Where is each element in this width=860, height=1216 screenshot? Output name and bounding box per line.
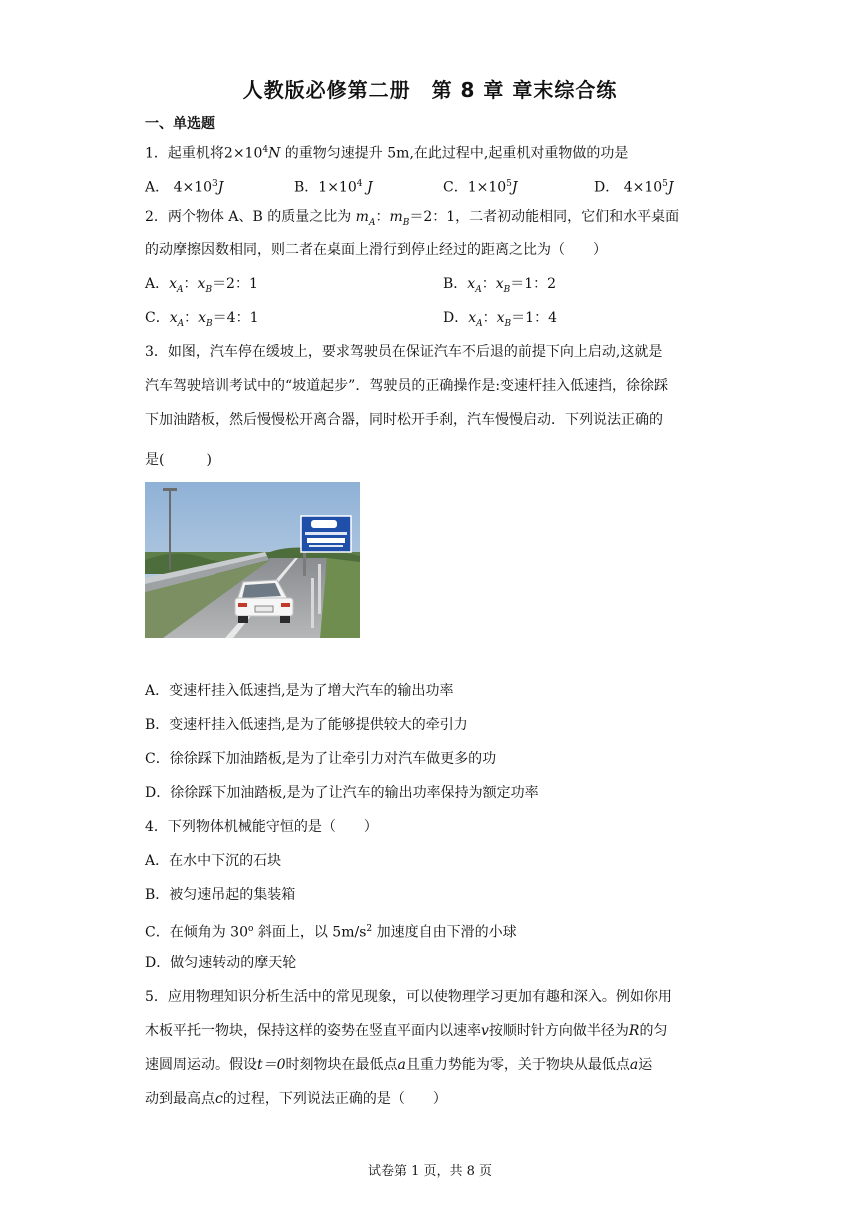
- question-2-stem-line1: [145, 207, 679, 233]
- q5-text: 时刻物块在最低点: [285, 1057, 398, 1073]
- q1-opt-exp: 3: [212, 179, 218, 189]
- q2-mass-symbol: m: [355, 209, 369, 225]
- q1-opt-base: 1×10: [467, 179, 507, 196]
- car-on-slope-illustration: [145, 482, 360, 638]
- q2-colon: ：: [481, 276, 496, 292]
- page-footer: 试卷第 1 页，共 8 页: [367, 1164, 493, 1179]
- q5-speed-symbol: v: [481, 1023, 489, 1039]
- q5-radius-symbol: R: [628, 1023, 640, 1039]
- q3-option-a[interactable]: A．变速杆挂入低速挡,是为了增大汽车的输出功率: [145, 683, 454, 699]
- q2-xb: B: [205, 284, 213, 295]
- question-1-stem: [145, 140, 628, 164]
- q1-mass-exp: 4: [262, 145, 269, 155]
- q5-text: 的过程，下列说法正确的是（ ）: [222, 1091, 447, 1107]
- q2-xa: A: [177, 284, 184, 295]
- q2-x: x: [169, 276, 178, 292]
- q2-colon: ：: [183, 276, 198, 292]
- q2-xb: B: [504, 318, 512, 329]
- q2-x: x: [198, 310, 207, 326]
- section-heading: 一、单选题: [145, 116, 215, 132]
- q1-opt-label: C．: [443, 179, 468, 196]
- q4-option-c[interactable]: [145, 919, 517, 943]
- q1-opt-exp: 5: [662, 179, 668, 189]
- q2-colon: ：: [482, 310, 497, 326]
- q5-point-a: a: [629, 1057, 639, 1073]
- q1-opt-unit: J: [366, 179, 373, 196]
- q1-opt-label: A．: [145, 179, 170, 196]
- q5-text: 动到最高点: [145, 1091, 215, 1107]
- q2-option-a[interactable]: [145, 274, 258, 300]
- question-4-stem: 4．下列物体机械能守恒的是（ ）: [145, 819, 378, 835]
- question-3-stem-line1: 3．如图，汽车停在缓坡上，要求驾驶员在保证汽车不后退的前提下向上启动,这就是: [145, 344, 663, 360]
- q1-mass-base: 2×10: [223, 145, 263, 162]
- q5-text: 速圆周运动。假设: [145, 1057, 257, 1073]
- q3-option-d[interactable]: D．徐徐踩下加油踏板,是为了让汽车的输出功率保持为额定功率: [145, 785, 539, 801]
- q1-option-b[interactable]: [294, 174, 373, 198]
- q1-opt-base: 1×10: [318, 179, 357, 196]
- q2-mass-symbol: m: [389, 209, 403, 225]
- q2-xa: A: [476, 318, 483, 329]
- question-5-stem-line1: 5．应用物理知识分析生活中的常见现象，可以使物理学习更加有趣和深入。例如你用: [145, 989, 672, 1005]
- q2-xa: A: [475, 284, 482, 295]
- q3-option-c[interactable]: C．徐徐踩下加油踏板,是为了让牵引力对汽车做更多的功: [145, 751, 497, 767]
- q2-x: x: [467, 276, 476, 292]
- q2-text-b: ＝2：1，二者初动能相同，它们和水平桌面: [409, 209, 680, 225]
- q2-opt-label: A．: [145, 276, 170, 292]
- q2-x: x: [197, 276, 206, 292]
- page-title: 人教版必修第二册 第 8 章 章末综合练: [242, 78, 618, 102]
- q1-text-b: 的重物匀速提升 5m,在此过程中,起重机对重物做的功是: [280, 145, 629, 162]
- q2-x: x: [496, 310, 505, 326]
- q2-option-c[interactable]: [145, 308, 258, 334]
- q4-optc-square: 2: [366, 924, 373, 934]
- q2-sub-b: B: [402, 217, 410, 228]
- q4-optc-text-b: 斜面上，以 5m/s: [253, 924, 367, 941]
- q2-opt-ratio: ＝2：1: [212, 276, 258, 292]
- q1-opt-unit: J: [217, 179, 224, 196]
- question-2-stem-line2: 的动摩擦因数相同，则二者在桌面上滑行到停止经过的距离之比为（ ）: [145, 242, 607, 258]
- q5-text: 按顺时针方向做半径为: [488, 1023, 629, 1039]
- q1-text-a: 1．起重机将: [145, 145, 224, 162]
- q2-opt-ratio: ＝1：4: [511, 310, 557, 326]
- q2-option-d[interactable]: [443, 308, 557, 334]
- q2-opt-ratio: ＝4：1: [212, 310, 259, 326]
- question-5-stem-line4: [145, 1089, 447, 1109]
- q2-x: x: [495, 276, 504, 292]
- question-3-stem-line2: 汽车驾驶培训考试中的“坡道起步”．驾驶员的正确操作是:变速杆挂入低速挡，徐徐踩: [145, 378, 669, 394]
- q1-opt-exp: 4: [356, 179, 363, 189]
- q4-optc-text-a: C．在倾角为 30: [145, 924, 248, 941]
- q2-opt-ratio: ＝1：2: [510, 276, 557, 292]
- q1-opt-unit: J: [667, 179, 674, 196]
- question-5-stem-line2: [145, 1021, 667, 1041]
- q2-xb: B: [503, 284, 511, 295]
- question-3-stem-line4: 是( ): [145, 452, 212, 468]
- q2-x: x: [468, 310, 477, 326]
- q5-point-a: a: [397, 1057, 406, 1073]
- q5-point-c: c: [215, 1091, 223, 1107]
- question-3-stem-line3: 下加油踏板，然后慢慢松开离合器，同时松开手刹，汽车慢慢启动．下列说法正确的: [145, 412, 663, 428]
- q2-option-b[interactable]: [443, 274, 556, 300]
- q5-text: 木板平托一物块，保持这样的姿势在竖直平面内以速率: [145, 1023, 481, 1039]
- q1-option-d[interactable]: [594, 174, 674, 198]
- q1-option-c[interactable]: [443, 174, 518, 198]
- q1-opt-base: 4×10: [623, 179, 663, 196]
- q2-xa: A: [177, 318, 185, 329]
- q1-opt-label: D．: [594, 179, 620, 196]
- q1-opt-base: 4×10: [173, 179, 213, 196]
- q2-sub-a: A: [368, 217, 376, 228]
- q2-opt-label: B．: [443, 276, 468, 292]
- q5-time-symbol: t＝0: [257, 1057, 286, 1073]
- question-5-stem-line3: [145, 1055, 652, 1075]
- q4-optc-text-c: 加速度自由下滑的小球: [372, 924, 517, 941]
- q2-text-a: 2．两个物体 A、B 的质量之比为: [145, 209, 356, 225]
- q2-colon: ：: [184, 310, 199, 326]
- q2-opt-label: D．: [443, 310, 469, 326]
- q1-opt-exp: 5: [506, 179, 512, 189]
- q3-option-b[interactable]: B．变速杆挂入低速挡,是为了能够提供较大的牵引力: [145, 717, 468, 733]
- q4-optc-degree: o: [247, 924, 254, 934]
- hill-start-photo: [145, 482, 360, 638]
- q2-xb: B: [206, 318, 213, 329]
- q5-text: 运: [638, 1057, 653, 1073]
- q5-text: 的匀: [639, 1023, 668, 1039]
- q1-mass-unit: N: [268, 145, 281, 162]
- q1-opt-label: B．: [294, 179, 319, 196]
- q4-option-b[interactable]: B．被匀速吊起的集装箱: [145, 887, 296, 903]
- q2-opt-label: C．: [145, 310, 170, 326]
- q5-text: 且重力势能为零，关于物块从最低点: [405, 1057, 630, 1073]
- q2-colon: ：: [375, 209, 390, 225]
- q4-option-d[interactable]: D．做匀速转动的摩天轮: [145, 955, 297, 971]
- q1-option-a[interactable]: [145, 174, 223, 198]
- q1-opt-unit: J: [511, 179, 518, 196]
- q2-x: x: [169, 310, 178, 326]
- q4-option-a[interactable]: A．在水中下沉的石块: [145, 853, 282, 869]
